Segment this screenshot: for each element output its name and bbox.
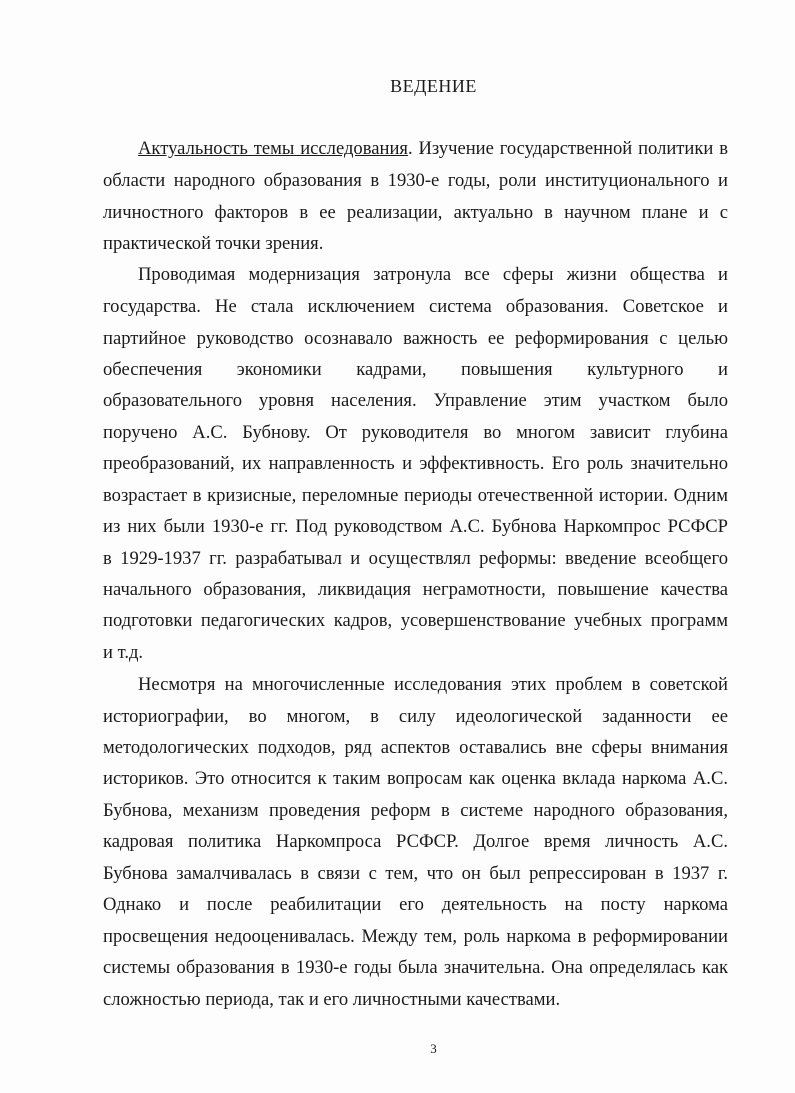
paragraph-1-line-1 [138,139,728,159]
paragraph-2-line-10: в 1929-1937 гг. разрабатывал и осуществлял реформы: введение всеобщего [103,548,728,569]
topic-relevance-lead: Актуальность темы исследования [138,138,408,159]
paragraph-1-line-3: личностного факторов в ее реализации, актуально в научном плане и с [103,202,728,223]
paragraph-2-line-7: преобразований, их направленность и эффективность. Его роль значительно [103,453,728,474]
paragraph-2-line-11: начального образования, ликвидация неграмотности, повышение качества [103,579,728,600]
paragraph-2-line-1: Проводимая модернизация затронула все сферы жизни общества и [138,264,728,285]
page-number: 3 [430,1041,437,1056]
paragraph-2-line-5: образовательного уровня населения. Управление этим участком было [103,390,728,411]
paragraph-3-line-6: кадровая политика Наркомпроса РСФСР. Долгое время личность А.С. [103,831,728,852]
paragraph-2-line-9: из них были 1930-е гг. Под руководством А.С. Бубнова Наркомпрос РСФСР [103,516,728,537]
paragraph-1-line-2: области народного образования в 1930-е годы, роли институционального и [103,170,728,191]
paragraph-3-line-9: просвещения недооценивалась. Между тем, роль наркома в реформировании [103,926,728,947]
paragraph-3-line-7: Бубнова замалчивалась в связи с тем, что он был репрессирован в 1937 г. [103,863,728,884]
paragraph-2-line-4: обеспечения экономики кадрами, повышения культурного и [103,359,728,380]
paragraph-3-line-5: Бубнова, механизм проведения реформ в системе народного образования, [103,800,728,821]
section-heading: ВЕДЕНИЕ [390,76,477,96]
paragraph-1-line-1-text: . Изучение государственной политики в [407,138,728,159]
paragraph-3-line-2: историографии, во многом, в силу идеологической заданности ее [103,706,728,727]
paragraph-3-line-11: сложностью периода, так и его личностными качествами. [103,989,561,1010]
paragraph-3-line-4: историков. Это относится к таким вопросам как оценка вклада наркома А.С. [103,768,728,789]
paragraph-1-line-4: практической точки зрения. [103,233,324,254]
paragraph-2-line-2: государства. Не стала исключением система образования. Советское и [103,296,728,317]
paragraph-3-line-3: методологических подходов, ряд аспектов оставались вне сферы внимания [103,737,728,758]
paragraph-2-line-13: и т.д. [103,642,144,663]
paragraph-3-line-8: Однако и после реабилитации его деятельность на посту наркома [103,894,728,915]
paragraph-3-line-10: системы образования в 1930-е годы была значительна. Она определялась как [103,957,728,978]
paragraph-2-line-12: подготовки педагогических кадров, усовершенствование учебных программ [103,610,728,631]
paragraph-2-line-3: партийное руководство осознавало важность ее реформирования с целью [103,328,728,349]
paragraph-2-line-8: возрастает в кризисные, переломные периоды отечественной истории. Одним [103,485,728,506]
paragraph-3-line-1: Несмотря на многочисленные исследования этих проблем в советской [138,674,728,695]
paragraph-2-line-6: поручено А.С. Бубнову. От руководителя во многом зависит глубина [103,422,728,443]
